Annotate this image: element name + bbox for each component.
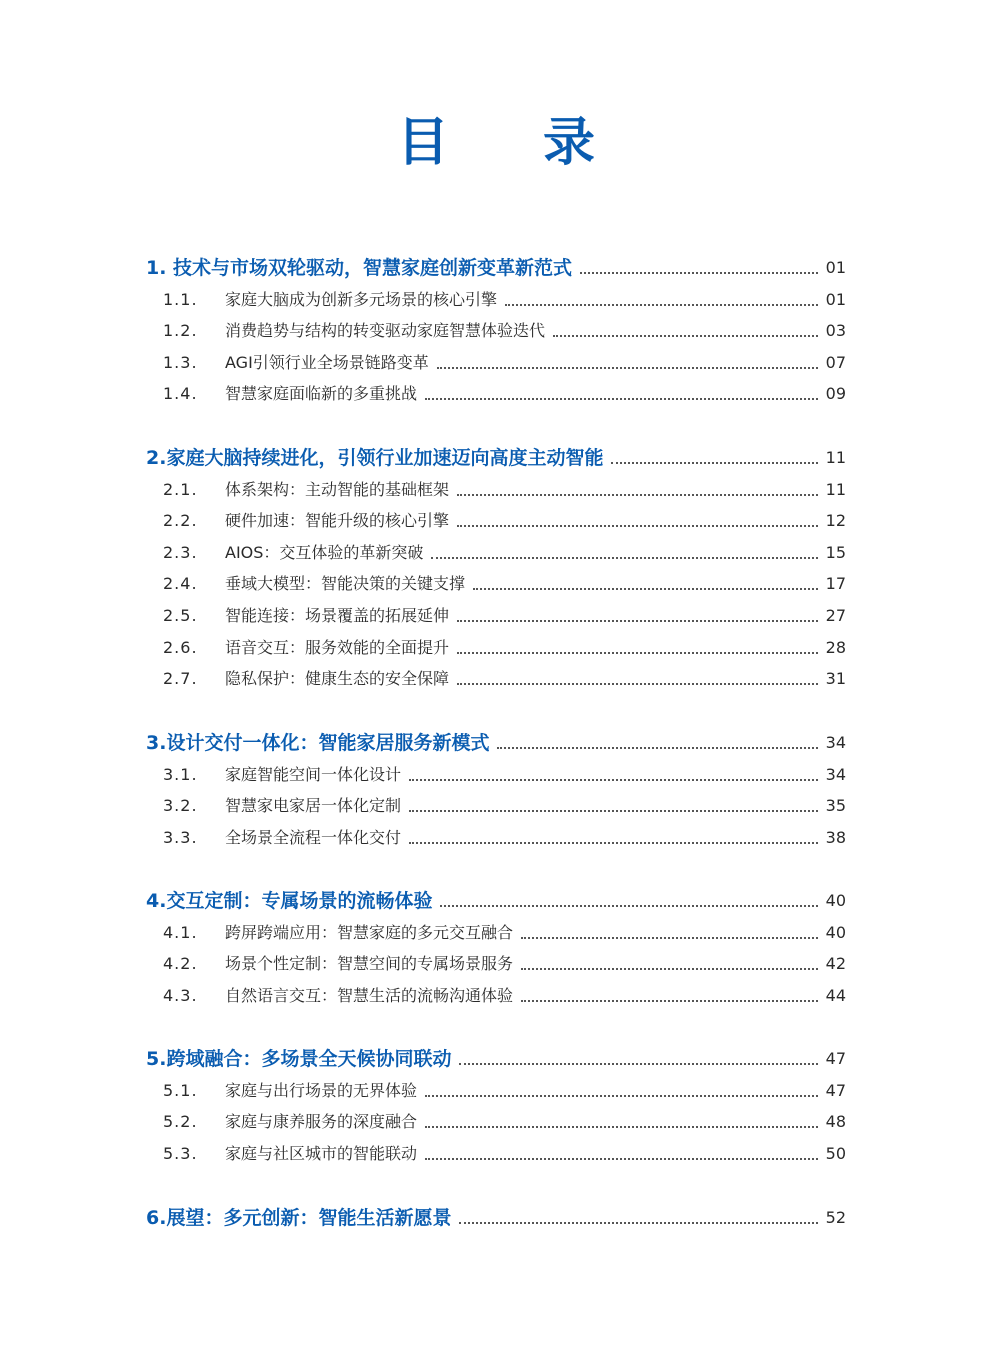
page-number: 28 — [825, 637, 846, 657]
section-title: 家庭智能空间一体化设计 — [225, 764, 402, 784]
chapter-title: 5.跨域融合：多场景全天候协同联动 — [146, 1048, 452, 1070]
toc-section-2-1[interactable] — [0, 476, 992, 504]
section-title: 跨屏跨端应用：智慧家庭的多元交互融合 — [225, 922, 514, 942]
section-title: 全场景全流程一体化交付 — [225, 827, 402, 847]
section-title: AIOS：交互体验的革新突破 — [225, 542, 424, 562]
toc-section-3-2[interactable] — [0, 792, 992, 820]
page-number: 15 — [825, 542, 846, 562]
page-number: 48 — [825, 1112, 846, 1132]
toc-section-3-3[interactable] — [0, 824, 992, 852]
section-number: 2.4. — [163, 574, 198, 594]
dot-leader — [409, 810, 818, 812]
page-number: 27 — [825, 606, 846, 625]
section-title: 场景个性定制：智慧空间的专属场景服务 — [225, 954, 514, 974]
dot-leader — [425, 1158, 818, 1160]
toc-section-1-1[interactable] — [0, 286, 992, 314]
section-number: 4.2. — [163, 954, 198, 974]
section-number: 4.1. — [163, 922, 198, 942]
section-title: 语音交互：服务效能的全面提升 — [225, 637, 450, 657]
page-number: 52 — [825, 1208, 846, 1227]
page-number: 31 — [825, 669, 846, 689]
toc-section-1-4[interactable] — [0, 380, 992, 408]
section-number: 2.3. — [163, 542, 198, 562]
page-number: 34 — [825, 733, 846, 752]
dot-leader — [431, 557, 818, 559]
section-title: 隐私保护：健康生态的安全保障 — [225, 669, 450, 689]
page-number: 44 — [825, 985, 846, 1005]
toc-section-3-1[interactable] — [0, 761, 992, 789]
section-number: 3.2. — [163, 796, 198, 816]
section-number: 1.2. — [163, 321, 198, 341]
section-number: 4.3. — [163, 985, 198, 1005]
section-number: 3.3. — [163, 827, 198, 847]
section-title: 家庭与康养服务的深度融合 — [225, 1112, 418, 1132]
toc-chapter-1[interactable] — [0, 254, 992, 282]
dot-leader — [457, 525, 818, 527]
page-number: 01 — [825, 258, 846, 277]
toc-section-5-1[interactable] — [0, 1077, 992, 1105]
toc-chapter-3[interactable] — [0, 729, 992, 757]
section-number: 1.1. — [163, 289, 198, 309]
page-number: 40 — [825, 891, 846, 910]
dot-leader — [440, 905, 818, 907]
section-number: 2.5. — [163, 606, 198, 625]
section-title: 家庭与出行场景的无界体验 — [225, 1080, 418, 1100]
dot-leader — [425, 1095, 818, 1097]
section-number: 5.1. — [163, 1080, 198, 1100]
page-number: 47 — [825, 1080, 846, 1100]
chapter-title: 2.家庭大脑持续进化，引领行业加速迈向高度主动智能 — [146, 447, 604, 469]
chapter-title: 4.交互定制：专属场景的流畅体验 — [146, 890, 433, 912]
toc-chapter-2[interactable] — [0, 444, 992, 472]
section-title: AGI引领行业全场景链路变革 — [225, 352, 429, 372]
toc-chapter-5[interactable] — [0, 1045, 992, 1073]
page-number: 12 — [825, 511, 846, 531]
chapter-title: 1. 技术与市场双轮驱动，智慧家庭创新变革新范式 — [146, 257, 573, 279]
dot-leader — [437, 367, 818, 369]
page-number: 38 — [825, 827, 846, 847]
page-number: 03 — [825, 321, 846, 341]
dot-leader — [521, 937, 818, 939]
dot-leader — [457, 494, 818, 496]
toc-section-2-4[interactable] — [0, 570, 992, 598]
section-number: 2.7. — [163, 669, 198, 689]
toc-chapter-4[interactable] — [0, 887, 992, 915]
dot-leader — [409, 779, 818, 781]
dot-leader — [457, 683, 818, 685]
page-number: 07 — [825, 352, 846, 372]
dot-leader — [459, 1063, 818, 1065]
toc-section-2-6[interactable] — [0, 634, 992, 662]
section-number: 2.2. — [163, 511, 198, 531]
dot-leader — [425, 398, 818, 400]
toc-section-4-1[interactable] — [0, 919, 992, 947]
page-number: 47 — [825, 1049, 846, 1068]
dot-leader — [611, 462, 818, 464]
page-number: 40 — [825, 922, 846, 942]
dot-leader — [497, 747, 818, 749]
section-title: 家庭与社区城市的智能联动 — [225, 1143, 418, 1163]
section-title: 垂域大模型：智能决策的关键支撑 — [225, 574, 466, 594]
toc-section-2-7[interactable] — [0, 665, 992, 693]
section-number: 2.6. — [163, 637, 198, 657]
toc-section-1-2[interactable] — [0, 317, 992, 345]
dot-leader — [457, 652, 818, 654]
page-number: 42 — [825, 954, 846, 974]
page-number: 01 — [825, 289, 846, 309]
toc-section-2-5[interactable] — [0, 602, 992, 630]
chapter-title: 3.设计交付一体化：智能家居服务新模式 — [146, 732, 490, 754]
toc-section-2-3[interactable] — [0, 539, 992, 567]
section-number: 5.3. — [163, 1143, 198, 1163]
dot-leader — [457, 620, 818, 622]
dot-leader — [473, 588, 818, 590]
dot-leader — [580, 272, 818, 274]
dot-leader — [521, 968, 818, 970]
section-title: 消费趋势与结构的转变驱动家庭智慧体验迭代 — [225, 321, 546, 341]
section-title: 家庭大脑成为创新多元场景的核心引擎 — [225, 289, 498, 309]
section-number: 3.1. — [163, 764, 198, 784]
section-title: 智慧家庭面临新的多重挑战 — [225, 384, 418, 404]
section-number: 5.2. — [163, 1112, 198, 1132]
dot-leader — [553, 335, 818, 337]
section-title: 体系架构：主动智能的基础框架 — [225, 479, 450, 499]
page-number: 17 — [825, 574, 846, 594]
toc-section-5-2[interactable] — [0, 1108, 992, 1136]
dot-leader — [505, 304, 818, 306]
page-number: 50 — [825, 1143, 846, 1163]
section-title: 智能连接：场景覆盖的拓展延伸 — [225, 606, 450, 625]
page-number: 34 — [825, 764, 846, 784]
section-title: 自然语言交互：智慧生活的流畅沟通体验 — [225, 985, 514, 1005]
section-number: 1.4. — [163, 384, 198, 404]
page-number: 09 — [825, 384, 846, 404]
section-number: 1.3. — [163, 352, 198, 372]
page-title: 目 录 — [396, 113, 634, 173]
dot-leader — [459, 1222, 818, 1224]
toc-chapter-6[interactable] — [0, 1204, 992, 1232]
toc-section-1-3[interactable] — [0, 349, 992, 377]
section-title: 智慧家电家居一体化定制 — [225, 796, 402, 816]
dot-leader — [409, 842, 818, 844]
dot-leader — [425, 1126, 818, 1128]
toc-section-4-2[interactable] — [0, 950, 992, 978]
section-number: 2.1. — [163, 479, 198, 499]
toc-section-4-3[interactable] — [0, 982, 992, 1010]
page-number: 11 — [825, 479, 846, 499]
dot-leader — [521, 1000, 818, 1002]
chapter-title: 6.展望：多元创新：智能生活新愿景 — [146, 1207, 452, 1229]
section-title: 硬件加速：智能升级的核心引擎 — [225, 511, 450, 531]
toc-section-2-2[interactable] — [0, 507, 992, 535]
toc-section-5-3[interactable] — [0, 1140, 992, 1168]
page-number: 35 — [825, 796, 846, 816]
page-number: 11 — [825, 448, 846, 467]
